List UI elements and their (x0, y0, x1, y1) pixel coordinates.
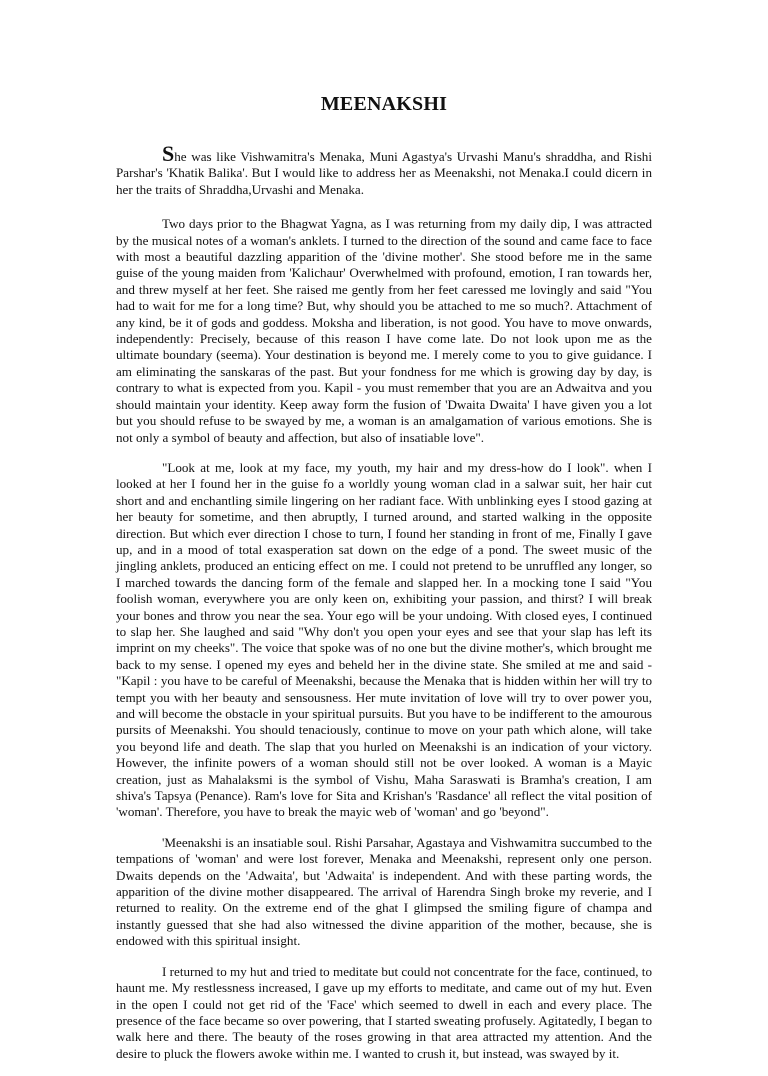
document-body (116, 141, 652, 1076)
paragraph-2: Two days prior to the Bhagwat Yagna, as I was returning from my daily dip, I was attracted by the musical notes of a woman's anklets. I turned to the direction of the sound and came face to face with most a beautiful dazzling apparition of the 'divine mother'. She stood before me in the same guise of the young maiden from 'Kalichaur' Overwhelmed with profound, emotion, I ran towards her, and threw myself at her feet. She raised me gently from her feet caressed me lovingly and said "You had to wait for me for a long time? But, why should you be attached to me so much?. Attachment of any kind, be it of gods and goddess. Moksha and liberation, is not good. You have to move onwards, independently: Precisely, because of this reason I have come late. Do not look upon me as the ultimate boundary (seema). Your destination is beyond me. I merely come to you to give guidance. I am eliminating the sanskaras of the past. But your fondness for me which is growing day by day, is contrary to what is expected from you. Kapil - you must remember that you are an Adwaitva and you should maintain your identity. Keep away form the fusion of 'Dwaita Dwaita' I have given you a lot but you should refuse to be swayed by me, a woman is an amalgamation of various emotions. She is not only a symbol of beauty and affection, but also of insatiable love". (116, 216, 652, 445)
paragraph-5: I returned to my hut and tried to meditate but could not concentrate for the face, continued, to haunt me. My restlessness increased, I gave up my efforts to meditate, and came out of my hut. Even in the open I could not get rid of the 'Face' which seemed to dwell in each and every place. The presence of the face became so over powering, that I started sweating profusely. Agitatedly, I began to walk here and there. The beauty of the roses growing in that area attracted my attention. And the desire to pluck the flowers awoke within me. I wanted to crush it, but instead, was swayed by it. (116, 963, 652, 1061)
paragraph-4: 'Meenakshi is an insatiable soul. Rishi Parsahar, Agastaya and Vishwamitra succumbed to the tempations of 'woman' and were lost forever, Menaka and Meenakshi, represent only one person. Dwaits depends on the 'Adwaita', but 'Adwaita' is independent. And with these parting words, the apparition of the divine mother disappeared. The arrival of Harendra Singh broke my reverie, and I returned to reality. On the extreme end of the ghat I glimpsed the smiling figure of champa and instantly guessed that she had also witnessed the divine apparition of the mother, because, she is endowed with this spiritual insight. (116, 834, 652, 949)
paragraph-3: "Look at me, look at my face, my youth, my hair and my dress-how do I look". when I looked at her I found her in the guise fo a worldly young woman clad in a salwar suit, her hair cut short and and enchantling simile lingering on her radiant face. With unblinking eyes I stood gazing at her beauty for sometime, and then abruptly, I turned around, and started walking in the opposite direction. But which ever direction I chose to turn, I found her standing in front of me, Finally I gave up, and in a mood of total exasperation sat down on the edge of a pond. The sweet music of the jingling anklets, produced an enticing effect on me. I could not pretend to be unruffled any longer, so I marched towards the dancing form of the female and slapped her. In a mocking tone I said "You foolish woman, everywhere you are only keen on, exhibiting your passion, and thirst? I will break your bones and throw you near the sea. Your ego will be your undoing. With closed eyes, I continued to slap her. She laughed and said "Why don't you open your eyes and see that your slap has left its imprint on my cheeks". The voice that spoke was of no one but the divine mother's, which brought me back to my sense. I opened my eyes and beheld her in the divine state. She smiled at me and said - "Kapil : you have to be careful of Meenakshi, because the Menaka that is hidden within her will try to tempt you with her beauty and sensousness. Her mute invitation of love will try to over power you, and will become the obstacle in your spiritual pursuits. But you have to be indifferent to the amourous pursits of Meenakshi. You should tenaciously, continue to move on your path which alone, will take you beyond life and death. The slap that you hurled on Meenakshi is an indication of your victory. However, the infinite powers of a woman should still not be over looked. A woman is a Mayic creation, just as Mahalaksmi is the symbol of Vishu, Maha Saraswati is Bramha's creation, I am shiva's Tapsya (Penance). Ram's love for Sita and Krishan's 'Rasdance' all reflect the vital position of 'woman'. Therefore, you have to break the mayic web of 'woman' and go 'beyond". (116, 459, 652, 820)
opening-paragraph-text: he was like Vishwamitra's Menaka, Muni Agastya's Urvashi Manu's shraddha, and Rishi Parshar's 'Khatik Balika'. But I would like to address her as Meenakshi, not Menaka.I could dicern in her the traits of Shraddha,Urvashi and Menaka. (116, 149, 652, 197)
drop-cap: S (162, 141, 175, 166)
opening-paragraph (116, 141, 652, 198)
document-title: MEENAKSHI (320, 93, 448, 115)
